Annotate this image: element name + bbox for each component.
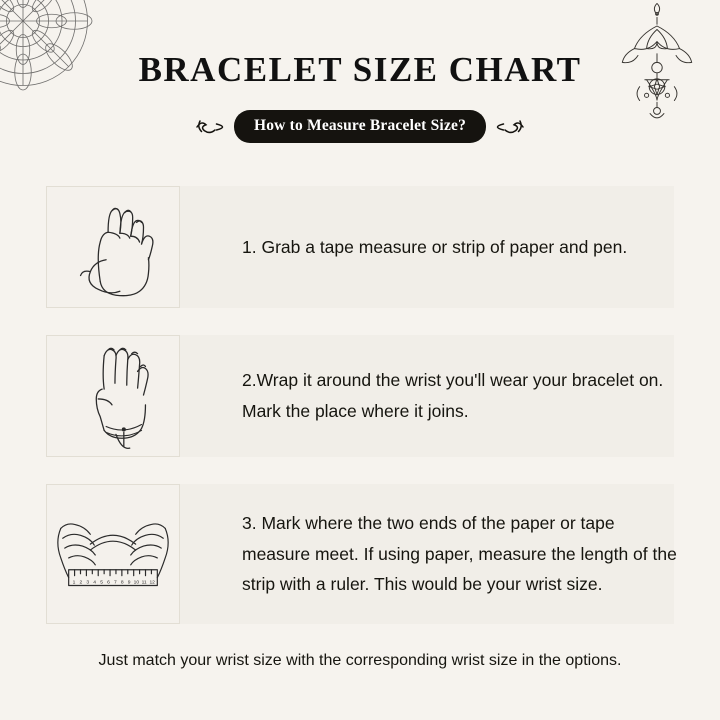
svg-text:12: 12 — [149, 580, 155, 586]
svg-text:1: 1 — [72, 580, 76, 586]
flourish-right-ornament — [496, 116, 526, 138]
step-item — [0, 335, 720, 457]
step-3-illustration — [46, 484, 180, 624]
step-item — [0, 484, 720, 624]
svg-text:3: 3 — [86, 580, 90, 586]
step-2-text: 2.Wrap it around the wrist you'll wear your bracelet on. Mark the place where it joins. — [242, 370, 664, 421]
svg-text:10: 10 — [133, 580, 140, 586]
step-1-text: 1. Grab a tape measure or strip of paper and pen. — [242, 236, 628, 257]
svg-text:11: 11 — [141, 580, 147, 586]
steps-list — [0, 186, 720, 651]
svg-text:6: 6 — [107, 580, 110, 586]
page-title: BRACELET SIZE CHART — [138, 50, 582, 89]
step-1-illustration — [46, 186, 180, 308]
subtitle-row — [0, 110, 720, 143]
step-3-text: 3. Mark where the two ends of the paper or tape measure meet. If using paper, measure the length of the strip with a ruler. This would be your wrist size. — [242, 513, 677, 595]
svg-text:2: 2 — [79, 580, 83, 586]
svg-text:9: 9 — [127, 580, 131, 586]
step-item — [0, 186, 720, 308]
svg-text:4: 4 — [93, 580, 97, 586]
svg-text:7: 7 — [113, 580, 117, 586]
flourish-left-ornament — [194, 116, 224, 138]
svg-text:5: 5 — [100, 580, 103, 586]
footer-note: Just match your wrist size with the corresponding wrist size in the options. — [98, 652, 622, 669]
svg-text:8: 8 — [120, 580, 124, 586]
step-2-illustration — [46, 335, 180, 457]
subtitle-badge: How to Measure Bracelet Size? — [234, 110, 486, 143]
